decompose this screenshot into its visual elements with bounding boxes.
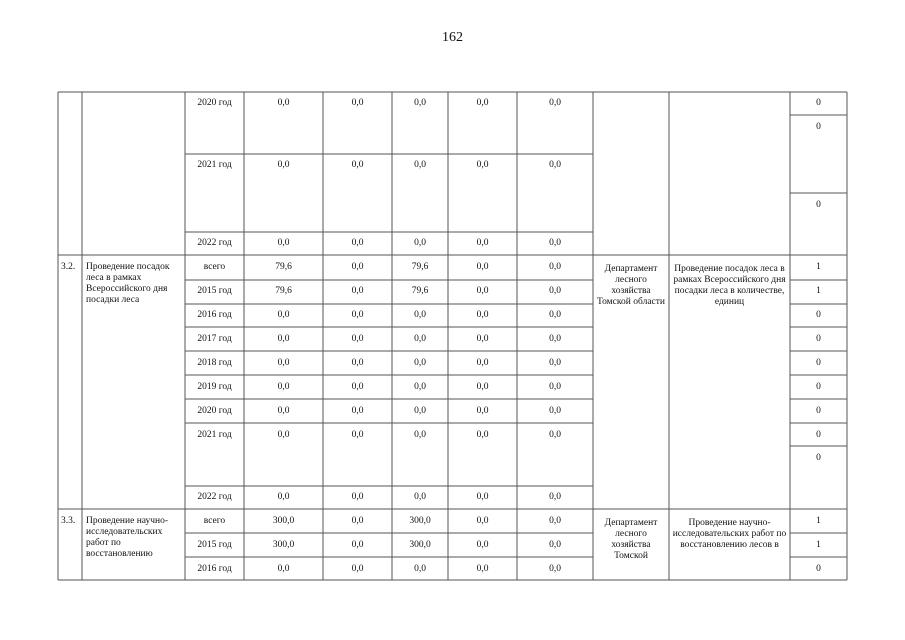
value-cell: 0,0 (351, 98, 364, 108)
value-cell: 300,0 (409, 516, 431, 526)
year-cell: 2019 год (197, 382, 232, 392)
value-cell: 0,0 (414, 358, 426, 368)
value-cell: 0,0 (414, 160, 426, 170)
value-cell: 0,0 (414, 382, 426, 392)
value-cell: 0,0 (351, 310, 364, 320)
value-cell: 0,0 (351, 564, 364, 574)
year-cell: 2020 год (197, 406, 232, 416)
year-cell: 2016 год (197, 564, 232, 574)
value-cell: 0,0 (351, 286, 364, 296)
value-cell: 0,0 (414, 492, 426, 502)
last-col-cell: 0 (816, 382, 821, 392)
value-cell: 0,0 (549, 358, 561, 368)
value-cell: 0,0 (476, 430, 489, 440)
year-cell: 2016 год (197, 310, 232, 320)
value-cell: 79,6 (411, 286, 429, 296)
value-cell: 0,0 (277, 382, 290, 392)
value-cell: 0,0 (476, 310, 489, 320)
activity-name: Проведение научно-исследовательских работ по восстановлению (86, 516, 169, 559)
year-cell: 2022 год (197, 492, 232, 502)
value-cell: 0,0 (549, 160, 561, 170)
value-cell: 0,0 (351, 262, 364, 272)
value-cell: 0,0 (476, 286, 489, 296)
value-cell: 0,0 (351, 358, 364, 368)
value-cell: 0,0 (277, 430, 290, 440)
last-col-cell: 0 (816, 334, 821, 344)
value-cell: 0,0 (476, 334, 489, 344)
value-cell: 0,0 (277, 406, 290, 416)
value-cell: 0,0 (476, 516, 489, 526)
value-cell: 0,0 (351, 516, 364, 526)
value-cell: 0,0 (277, 492, 290, 502)
value-cell: 0,0 (549, 516, 561, 526)
year-cell: 2021 год (197, 160, 232, 170)
value-cell: 0,0 (351, 492, 364, 502)
value-cell: 0,0 (476, 492, 489, 502)
executor-cell: Департамент лесного хозяйства Томской области (597, 264, 665, 307)
value-cell: 79,6 (411, 262, 429, 272)
value-cell: 0,0 (414, 564, 426, 574)
last-col-cell: 0 (816, 310, 821, 320)
value-cell: 0,0 (351, 334, 364, 344)
value-cell: 0,0 (549, 262, 561, 272)
year-cell: 2015 год (197, 540, 232, 550)
value-cell: 0,0 (414, 334, 426, 344)
indicator-cell: Проведение посадок леса в рамках Всероссийского дня посадки леса в количестве, единиц (673, 264, 786, 307)
row-number: 3.2. (61, 262, 76, 272)
value-cell: 0,0 (476, 160, 489, 170)
value-cell: 0,0 (476, 540, 489, 550)
last-col-cell: 0 (816, 200, 821, 210)
value-cell: 0,0 (351, 540, 364, 550)
value-cell: 0,0 (476, 98, 489, 108)
value-cell: 0,0 (549, 98, 561, 108)
year-cell: 2021 год (197, 430, 232, 440)
row-number: 3.3. (61, 516, 76, 526)
last-col-cell: 0 (816, 564, 821, 574)
activity-name: Проведение посадок леса в рамках Всероссийского дня посадки леса (86, 262, 170, 305)
value-cell: 0,0 (549, 564, 561, 574)
value-cell: 0,0 (277, 564, 290, 574)
value-cell: 0,0 (549, 430, 561, 440)
value-cell: 0,0 (351, 160, 364, 170)
value-cell: 0,0 (549, 540, 561, 550)
year-cell: всего (203, 262, 226, 272)
last-col-cell: 0 (816, 430, 821, 440)
last-col-cell: 0 (816, 98, 821, 108)
last-col-cell: 0 (816, 358, 821, 368)
value-cell: 0,0 (476, 382, 489, 392)
last-col-cell: 0 (816, 406, 821, 416)
last-col-cell: 1 (816, 286, 821, 296)
last-col-cell: 0 (816, 122, 821, 132)
last-col-cell: 1 (816, 540, 821, 550)
year-cell: всего (203, 516, 226, 526)
indicator-cell: Проведение научно-исследовательских работ по восстановлению лесов в (672, 518, 787, 550)
last-col-cell: 0 (816, 453, 821, 463)
value-cell: 0,0 (277, 358, 290, 368)
page-number: 162 (442, 30, 463, 45)
value-cell: 79,6 (275, 286, 292, 296)
value-cell: 0,0 (549, 492, 561, 502)
value-cell: 0,0 (549, 238, 561, 248)
value-cell: 0,0 (549, 334, 561, 344)
year-cell: 2015 год (197, 286, 232, 296)
value-cell: 0,0 (476, 406, 489, 416)
value-cell: 0,0 (414, 238, 426, 248)
value-cell: 0,0 (476, 358, 489, 368)
last-col-cell: 1 (816, 262, 821, 272)
value-cell: 0,0 (414, 406, 426, 416)
value-cell: 0,0 (476, 262, 489, 272)
value-cell: 0,0 (414, 98, 426, 108)
year-cell: 2020 год (197, 98, 232, 108)
value-cell: 0,0 (549, 286, 561, 296)
year-cell: 2018 год (197, 358, 232, 368)
value-cell: 79,6 (275, 262, 292, 272)
value-cell: 300,0 (272, 540, 295, 550)
executor-cell: Департамент лесного хозяйства Томской (604, 518, 658, 561)
value-cell: 0,0 (277, 334, 290, 344)
value-cell: 0,0 (476, 238, 489, 248)
value-cell: 0,0 (351, 382, 364, 392)
value-cell: 0,0 (549, 310, 561, 320)
value-cell: 0,0 (414, 310, 426, 320)
value-cell: 0,0 (414, 430, 426, 440)
value-cell: 300,0 (272, 516, 295, 526)
value-cell: 0,0 (277, 160, 290, 170)
value-cell: 0,0 (277, 238, 290, 248)
value-cell: 0,0 (476, 564, 489, 574)
year-cell: 2017 год (197, 334, 232, 344)
value-cell: 0,0 (351, 430, 364, 440)
value-cell: 0,0 (549, 406, 561, 416)
value-cell: 0,0 (549, 382, 561, 392)
year-cell: 2022 год (197, 238, 232, 248)
value-cell: 300,0 (409, 540, 431, 550)
value-cell: 0,0 (351, 238, 364, 248)
value-cell: 0,0 (351, 406, 364, 416)
value-cell: 0,0 (277, 98, 290, 108)
last-col-cell: 1 (816, 516, 821, 526)
value-cell: 0,0 (277, 310, 290, 320)
